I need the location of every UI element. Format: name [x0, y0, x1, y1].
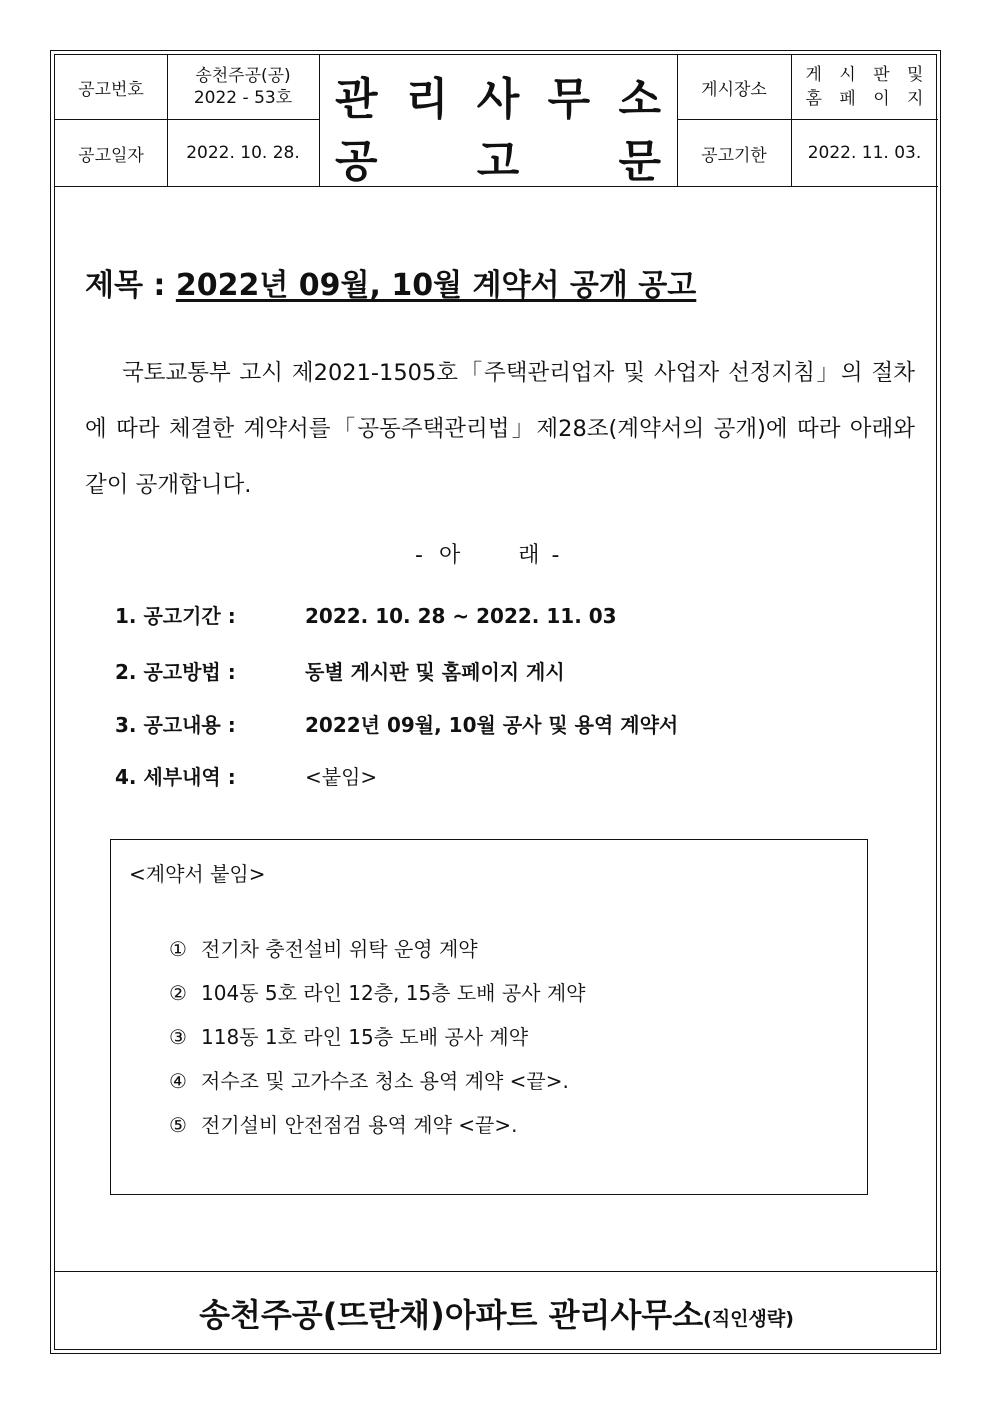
- notice-number-label: 공고번호: [78, 79, 144, 100]
- intro-paragraph: 국토교통부 고시 제2021-1505호「주택관리업자 및 사업자 선정지침」의 절차에 따라 체결한 계약서를「공동주택관리법」제28조(계약서의 공개)에 따라 아래와 같이 공개합니다.: [85, 360, 915, 498]
- subject-label: 제목 :: [85, 268, 176, 303]
- seal-omitted-note: (직인생략): [703, 1308, 794, 1330]
- post-place-label: 게시장소: [701, 79, 767, 100]
- document-inner-frame: [54, 54, 937, 1350]
- issuer-name: 송천주공(뜨란채)아파트 관리사무소: [199, 1295, 704, 1334]
- below-heading: - 아 래 -: [415, 543, 560, 568]
- subject-value: 2022년 09월, 10월 계약서 공개 공고: [175, 268, 697, 303]
- notice-date-label: 공고일자: [78, 145, 144, 166]
- notice-number-line1: 송천주공(공): [195, 66, 291, 86]
- item-period: 1. 공고기간 : 2022. 10. 28 ~ 2022. 11. 03: [115, 604, 617, 628]
- item-method: 2. 공고방법 : 동별 게시판 및 홈페이지 게시: [115, 660, 565, 684]
- item-content: 3. 공고내용 : 2022년 09월, 10월 공사 및 용역 계약서: [115, 713, 679, 737]
- attachment-box: [110, 839, 868, 1195]
- deadline-value: 2022. 11. 03.: [807, 143, 922, 163]
- office-title: 관 리 사 무 소: [335, 74, 661, 125]
- attachment-item: ⑤ 전기설비 안전점검 용역 계약 <끝>.: [169, 1113, 518, 1137]
- notice-number-line2: 2022 - 53호: [193, 88, 293, 108]
- subject-line: [85, 260, 696, 304]
- notice-number-value: [167, 55, 319, 119]
- attachment-heading: <계약서 붙임>: [129, 862, 266, 886]
- header-table: [55, 55, 938, 187]
- document-frame: [50, 50, 941, 1354]
- deadline-label: 공고기한: [701, 145, 767, 166]
- attachment-item: ③ 118동 1호 라인 15층 도배 공사 계약: [169, 1025, 529, 1049]
- attachment-item: ② 104동 5호 라인 12층, 15층 도배 공사 계약: [169, 981, 586, 1005]
- footer-issuer: [55, 1271, 938, 1353]
- notice-date-value: 2022. 10. 28.: [186, 143, 300, 163]
- attachment-item: ④ 저수조 및 고가수조 청소 용역 계약 <끝>.: [169, 1069, 569, 1093]
- post-place-value: 게 시 판 및 홈 페 이 지: [805, 65, 924, 109]
- item-detail: 4. 세부내역 : <붙임>: [115, 765, 378, 789]
- attachment-item: ① 전기차 충전설비 위탁 운영 계약: [169, 937, 478, 961]
- notice-document-title: 공 고 문: [335, 136, 661, 187]
